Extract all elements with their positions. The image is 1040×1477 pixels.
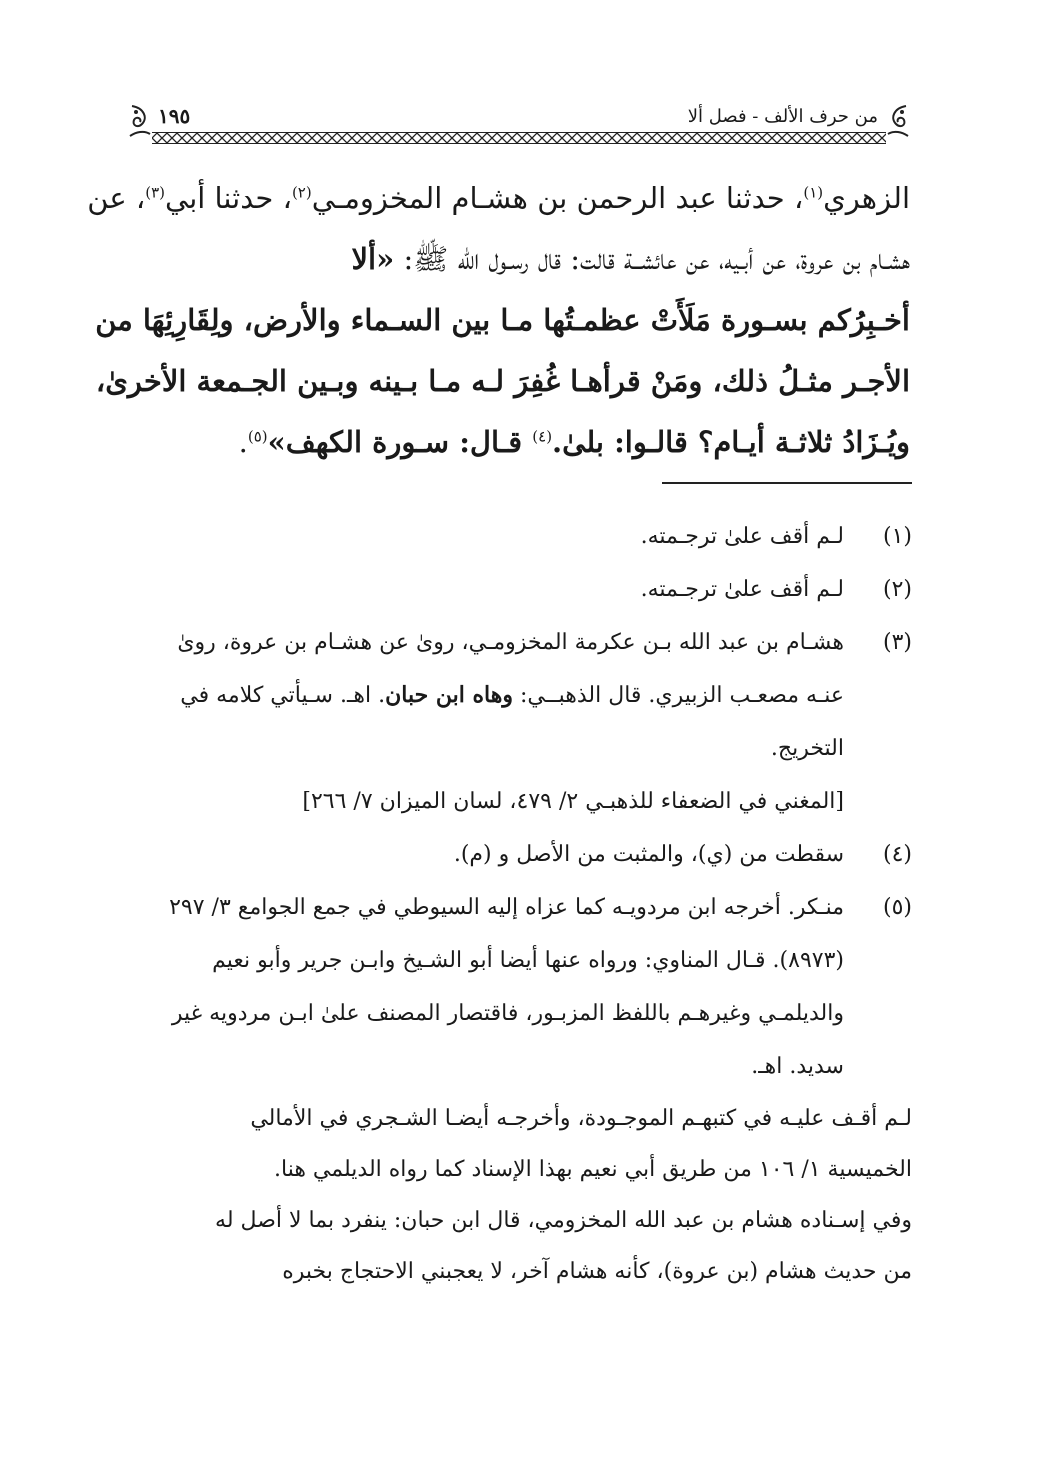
footnote-number: (٢) xyxy=(882,577,912,602)
footnote-text: عنـه مصعـب الزبيري. قال الذهبــي: xyxy=(512,683,844,708)
header-ornament-left-icon xyxy=(128,104,154,138)
footnote-text: التخريج. xyxy=(770,736,844,761)
header-decorative-band xyxy=(152,132,886,144)
footnote-text-line xyxy=(130,669,844,722)
narrator-name: الزهري xyxy=(823,181,910,215)
footnote-marker-5[interactable]: (٥) xyxy=(247,427,268,446)
footnote-4 xyxy=(130,828,912,881)
footnote-2 xyxy=(130,563,912,616)
footnote-marker-2[interactable]: (٢) xyxy=(291,183,312,202)
main-line-5 xyxy=(130,412,910,473)
footnote-text: (٨٩٧٣). قـال المناوي: ورواه عنها أيضا أبو الشـيخ وابـن جرير وأبو نعيم xyxy=(212,948,844,973)
hadith-text: الأجـر مثـلُ ذلك، ومَنْ قرأهـا غُفِرَ لـه مـا بـينه وبـين الجـمعة الأخرىٰ، xyxy=(95,364,910,398)
footnote-text: . اهـ. سـيأتي كلامه في xyxy=(180,683,386,708)
footnote-text: لـم أقـف عليـه في كتبهـم الموجـودة، وأخرجـه أيضـا الشـجري في الأمالي xyxy=(250,1106,912,1131)
footnote-number: (٥) xyxy=(882,895,912,920)
footnote-3 xyxy=(130,616,912,828)
main-text xyxy=(87,168,910,473)
main-text-span: هشـام بن عروة، عن أبـيه، عن عائشــة قالت: قال رسـول الله ﷺ: xyxy=(394,242,910,276)
footnote-citation: [المغني في الضعفاء للذهبـي ٢/ ٤٧٩، لسان الميزان ٧/ ٢٦٦] xyxy=(302,789,844,814)
footnote-separator xyxy=(662,482,912,484)
footnote-text: من حديث هشام (بن عروة)، كأنه هشام آخر، لا يعجبني الاحتجاج بخبره xyxy=(282,1259,912,1284)
footnote-emphasis: وهاه ابن حبان xyxy=(385,682,513,708)
main-text-span: . xyxy=(238,425,248,459)
header-ornament-right-icon xyxy=(884,104,910,138)
footnote-5-continuation xyxy=(130,1093,912,1297)
main-text-span: ، حدثنا أبي xyxy=(165,181,292,215)
main-text-span: ، حدثنا عبد الرحمن بن هشـام المخزومـي xyxy=(311,181,804,215)
footnote-5 xyxy=(130,881,912,1093)
footnote-number: (١) xyxy=(882,524,912,549)
main-line-2 xyxy=(130,229,910,290)
hadith-text-start: «ألا xyxy=(351,242,395,276)
hadith-text: أخـبِرُكم بسـورة مَلَأَتْ عظمـتُها مـا بين السـماء والأرض، ولِقَارِئِهَا من xyxy=(95,303,910,337)
main-line-4 xyxy=(95,351,910,412)
footnote-text: منـكر. أخرجه ابن مردويـه كما عزاه إليه السيوطي في جمع الجوامع ٣/ ٢٩٧ xyxy=(169,895,844,920)
footnote-marker-3[interactable]: (٣) xyxy=(145,183,166,202)
footnote-marker-4[interactable]: (٤) xyxy=(532,427,553,446)
footnote-text: سديد. اهـ. xyxy=(751,1054,844,1079)
footnote-text: سقطت من (ي)، والمثبت من الأصل و (م). xyxy=(453,842,844,867)
page-number: ١٩٥ xyxy=(158,104,191,128)
hadith-text: قـال: سـورة الكهف» xyxy=(267,425,533,459)
footnote-text: وفي إسـناده هشام بن عبد الله المخزومي، قال ابن حبان: ينفرد بما لا أصل له xyxy=(215,1208,912,1233)
footnotes xyxy=(130,510,912,1297)
main-line-1 xyxy=(87,168,910,229)
footnote-text: لـم أقف علىٰ ترجـمته. xyxy=(640,524,844,549)
main-text-span: ، عن xyxy=(87,181,146,215)
footnote-marker-1[interactable]: (١) xyxy=(803,183,824,202)
header-title: من حرف الألف - فصل ألا xyxy=(687,106,878,127)
main-line-3 xyxy=(95,290,910,351)
hadith-text: ويُـزَادُ ثلاثـة أيـام؟ قالـوا: بلىٰ. xyxy=(552,425,910,459)
footnote-text: لـم أقف علىٰ ترجـمته. xyxy=(640,577,844,602)
footnote-1 xyxy=(130,510,912,563)
footnote-text: الخميسية ١/ ١٠٦ من طريق أبي نعيم بهذا الإسناد كما رواه الديلمي هنا. xyxy=(274,1157,912,1182)
running-header xyxy=(128,100,910,146)
footnote-text: والديلمـي وغيرهـم باللفظ المزبـور، فاقتصار المصنف علىٰ ابـن مردويه غير xyxy=(171,1001,844,1026)
footnote-text: هشـام بن عبد الله بـن عكرمة المخزومـي، روىٰ عن هشـام بن عروة، روىٰ xyxy=(177,630,844,655)
footnote-number: (٤) xyxy=(882,842,912,867)
footnote-number: (٣) xyxy=(882,630,912,655)
